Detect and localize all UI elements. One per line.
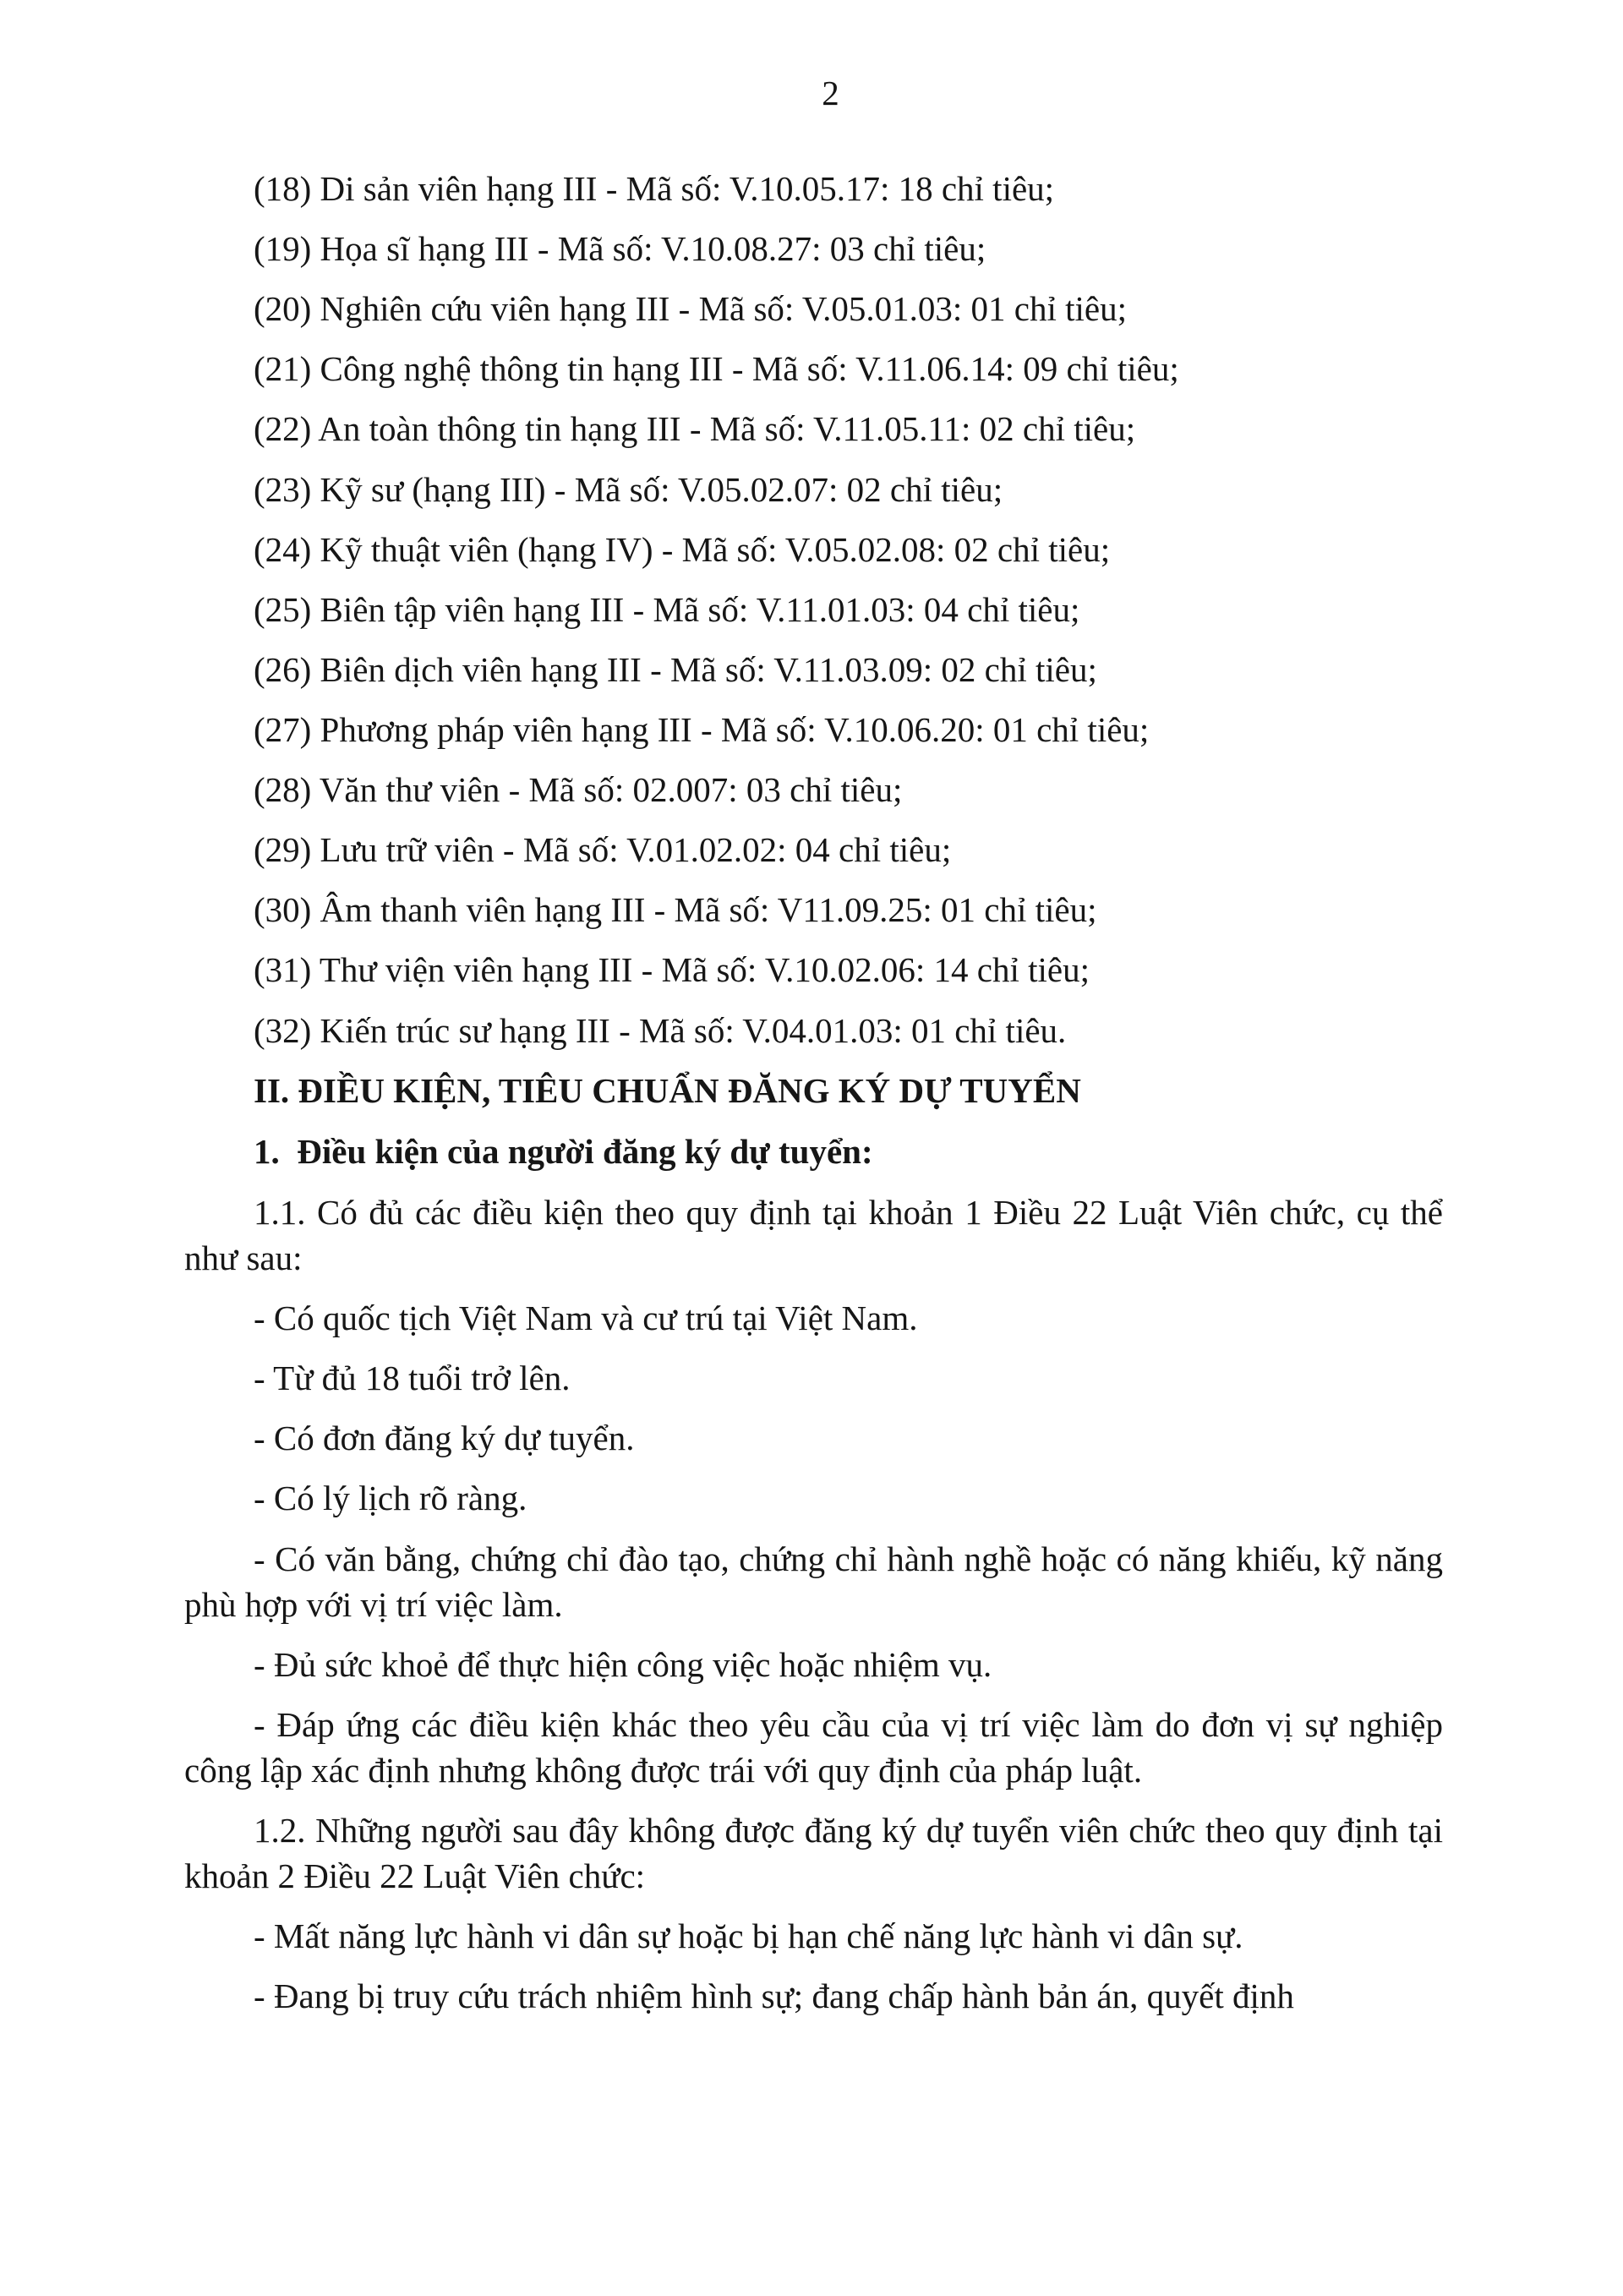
paragraph: - Có lý lịch rõ ràng. [254,1479,527,1518]
recruitment-quota-item: (26) Biên dịch viên hạng III - Mã số: V.11.03.09: 02 chỉ tiêu; [254,649,1097,689]
recruitment-quota-item: (19) Họa sĩ hạng III - Mã số: V.10.08.27: 03 chỉ tiêu; [254,229,986,269]
paragraph: - Có đơn đăng ký dự tuyển. [254,1419,635,1458]
recruitment-quota-item: (27) Phương pháp viên hạng III - Mã số: V.10.06.20: 01 chỉ tiêu; [254,709,1150,749]
recruitment-quota-item: (22) An toàn thông tin hạng III - Mã số: V.11.05.11: 02 chỉ tiêu; [254,409,1136,449]
paragraph: - Có quốc tịch Việt Nam và cư trú tại Việt Nam. [254,1298,918,1338]
recruitment-quota-item: (32) Kiến trúc sư hạng III - Mã số: V.04.01.03: 01 chỉ tiêu. [254,1010,1067,1050]
paragraph: - Từ đủ 18 tuổi trở lên. [254,1358,571,1398]
paragraph: - Mất năng lực hành vi dân sự hoặc bị hạn chế năng lực hành vi dân sự. [254,1916,1243,1956]
paragraph: - Đáp ứng các điều kiện khác theo yêu cầu của vị trí việc làm do đơn vị sự nghiệp công lập xác định nhưng không được trái với quy định của pháp luật. [184,1704,1443,1790]
recruitment-quota-item: (25) Biên tập viên hạng III - Mã số: V.11.01.03: 04 chỉ tiêu; [254,589,1080,629]
paragraph: 1.1. Có đủ các điều kiện theo quy định tại khoản 1 Điều 22 Luật Viên chức, cụ thể như sau: [184,1192,1443,1277]
paragraph: - Đang bị truy cứu trách nhiệm hình sự; đang chấp hành bản án, quyết định [254,1976,1294,2016]
paragraph: - Có văn bằng, chứng chỉ đào tạo, chứng chỉ hành nghề hoặc có năng khiếu, kỹ năng phù hợp với vị trí việc làm. [184,1539,1443,1624]
recruitment-quota-item: (24) Kỹ thuật viên (hạng IV) - Mã số: V.05.02.08: 02 chỉ tiêu; [254,529,1111,569]
paragraph: 1.2. Những người sau đây không được đăng ký dự tuyển viên chức theo quy định tại khoản 2 Điều 22 Luật Viên chức: [184,1811,1443,1896]
recruitment-quota-item: (20) Nghiên cứu viên hạng III - Mã số: V.05.01.03: 01 chỉ tiêu; [254,289,1128,329]
recruitment-quota-item: (29) Lưu trữ viên - Mã số: V.01.02.02: 04 chỉ tiêu; [254,830,952,870]
recruitment-quota-item: (18) Di sản viên hạng III - Mã số: V.10.05.17: 18 chỉ tiêu; [254,169,1055,208]
document-body [184,166,1443,2020]
page-number: 2 [822,74,839,112]
recruitment-quota-item: (21) Công nghệ thông tin hạng III - Mã số: V.11.06.14: 09 chỉ tiêu; [254,349,1179,389]
paragraph: - Đủ sức khoẻ để thực hiện công việc hoặc nhiệm vụ. [254,1644,992,1684]
section-heading: II. ĐIỀU KIỆN, TIÊU CHUẨN ĐĂNG KÝ DỰ TUYỂN [254,1070,1081,1110]
subsection-heading: 1. Điều kiện của người đăng ký dự tuyển: [254,1131,873,1171]
recruitment-quota-item: (23) Kỹ sư (hạng III) - Mã số: V.05.02.07: 02 chỉ tiêu; [254,469,1003,509]
recruitment-quota-item: (31) Thư viện viên hạng III - Mã số: V.10.02.06: 14 chỉ tiêu; [254,950,1090,990]
recruitment-quota-item: (30) Âm thanh viên hạng III - Mã số: V11.09.25: 01 chỉ tiêu; [254,890,1097,930]
recruitment-quota-item: (28) Văn thư viên - Mã số: 02.007: 03 chỉ tiêu; [254,770,903,810]
